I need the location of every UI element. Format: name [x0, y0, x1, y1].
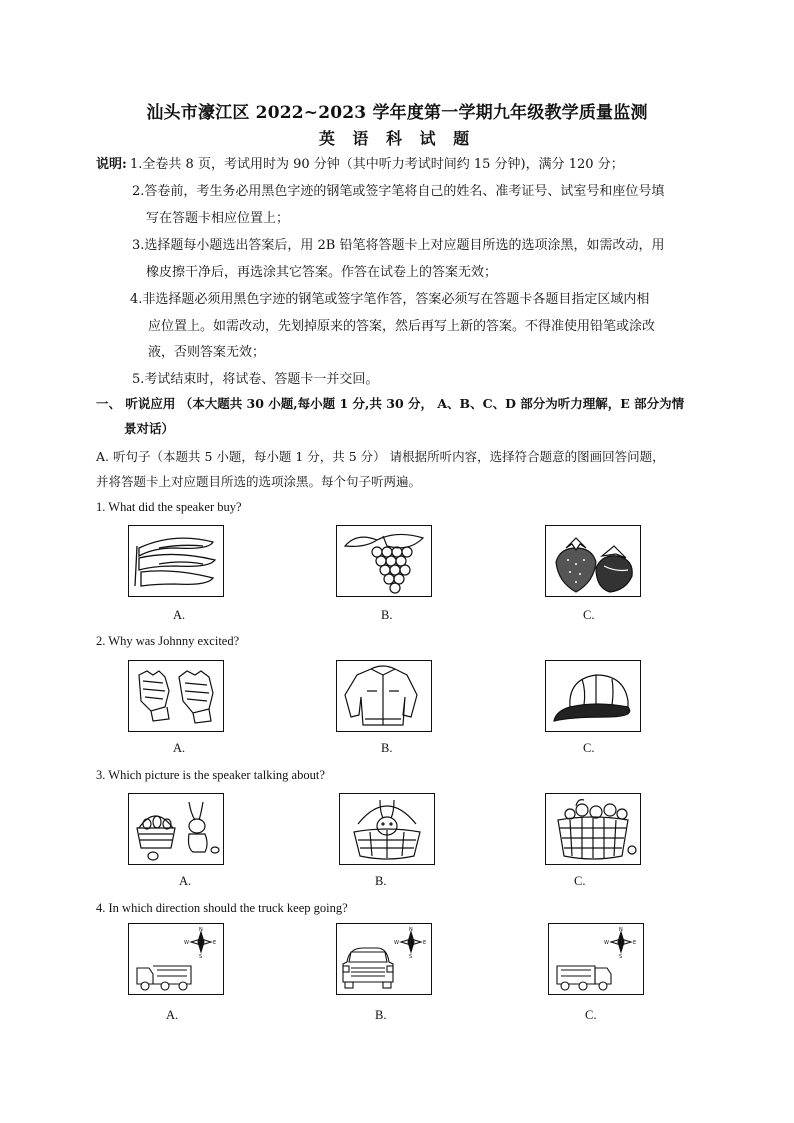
- note-line: 5.考试结束时，将试卷、答题卡一并交回。: [132, 372, 379, 387]
- option-4a-picture[interactable]: [128, 923, 224, 995]
- compass-e-label: E: [633, 940, 637, 946]
- option-2b-picture[interactable]: [336, 660, 432, 732]
- basket-bunny-icon: [340, 794, 434, 864]
- compass-w-label: W: [604, 940, 609, 946]
- question-1: 1. What did the speaker buy?: [96, 500, 242, 514]
- part-a-instructions-cont: 并将答题卡上对应题目所选的选项涂黑。每个句子听两遍。: [96, 474, 422, 489]
- note-line: 应位置上。如需改动，先划掉原来的答案，然后再写上新的答案。不得准使用铅笔或涂改: [148, 319, 656, 334]
- compass-s-label: S: [199, 954, 203, 960]
- compass-s-label: S: [409, 954, 413, 960]
- truck-west-icon: [129, 924, 223, 994]
- compass-n-label: N: [409, 927, 413, 933]
- option-1c-picture[interactable]: [545, 525, 641, 597]
- note-line: 写在答题卡相应位置上；: [146, 211, 290, 226]
- question-4: 4. In which direction should the truck keep going?: [96, 901, 348, 915]
- question-2: 2. Why was Johnny excited?: [96, 634, 240, 648]
- option-2c-label: C.: [583, 741, 595, 755]
- bananas-icon: [129, 526, 223, 596]
- note-line: 3.选择题每小题选出答案后，用 2B 铅笔将答题卡上对应题目所选的选项涂黑，如需改动，用: [132, 238, 665, 253]
- page-title: 汕头市濠江区 2022~2023 学年度第一学期九年级教学质量监测: [146, 103, 648, 123]
- note-line: 橡皮擦干净后，再选涂其它答案。作答在试卷上的答案无效；: [146, 265, 498, 280]
- option-4c-picture[interactable]: [548, 923, 644, 995]
- option-1b-label: B.: [381, 608, 393, 622]
- option-2b-label: B.: [381, 741, 393, 755]
- option-4b-picture[interactable]: [336, 923, 432, 995]
- part-a-instructions: A. 听句子（本题共 5 小题，每小题 1 分，共 5 分） 请根据所听内容，选择符合题意的图画回答问题，: [96, 449, 665, 464]
- option-1b-picture[interactable]: [336, 525, 432, 597]
- page-subtitle: 英 语 科 试 题: [318, 129, 476, 148]
- option-3a-picture[interactable]: [128, 793, 224, 865]
- option-3b-picture[interactable]: [339, 793, 435, 865]
- option-2a-picture[interactable]: [128, 660, 224, 732]
- compass-e-label: E: [423, 940, 427, 946]
- fruit-basket-icon: [546, 794, 640, 864]
- compass-n-label: N: [619, 927, 623, 933]
- compass-w-label: W: [394, 940, 399, 946]
- easter-basket-rabbit-icon: [129, 794, 223, 864]
- option-1a-picture[interactable]: [128, 525, 224, 597]
- section-heading-cont: 景对话）: [124, 421, 175, 436]
- option-3c-label: C.: [574, 874, 586, 888]
- compass-e-label: E: [213, 940, 217, 946]
- note-line: 2.答卷前，考生务必用黑色字迹的钢笔或签字笔将自己的姓名、准考证号、试室号和座位号填: [132, 184, 665, 199]
- option-4c-label: C.: [585, 1008, 597, 1022]
- option-2a-label: A.: [173, 741, 186, 755]
- option-1c-label: C.: [583, 608, 595, 622]
- option-1a-label: A.: [173, 608, 186, 622]
- jacket-icon: [337, 661, 431, 731]
- notes-label: 说明:: [96, 157, 127, 172]
- grapes-icon: [337, 526, 431, 596]
- compass-s-label: S: [619, 954, 623, 960]
- option-2c-picture[interactable]: [545, 660, 641, 732]
- compass-n-label: N: [199, 927, 203, 933]
- note-line: 1.全卷共 8 页，考试用时为 90 分钟（其中听力考试时间约 15 分钟)，满分 120 分；: [130, 157, 624, 172]
- option-4a-label: A.: [166, 1008, 179, 1022]
- option-4b-label: B.: [375, 1008, 387, 1022]
- strawberries-icon: [546, 526, 640, 596]
- section-heading: 一、 听说应用 （本大题共 30 小题,每小题 1 分,共 30 分， A、B、C、D 部分为听力理解，E 部分为情: [96, 396, 685, 411]
- option-3a-label: A.: [179, 874, 192, 888]
- note-line: 液，否则答案无效；: [148, 345, 266, 360]
- option-3c-picture[interactable]: [545, 793, 641, 865]
- compass-w-label: W: [184, 940, 189, 946]
- option-3b-label: B.: [375, 874, 387, 888]
- truck-front-icon: [337, 924, 431, 994]
- question-3: 3. Which picture is the speaker talking about?: [96, 768, 325, 782]
- note-line: 4.非选择题必须用黑色字迹的钢笔或签字笔作答，答案必须写在答题卡各题目指定区域内相: [130, 292, 650, 307]
- gloves-icon: [129, 661, 223, 731]
- truck-east-icon: [549, 924, 643, 994]
- cap-icon: [546, 661, 640, 731]
